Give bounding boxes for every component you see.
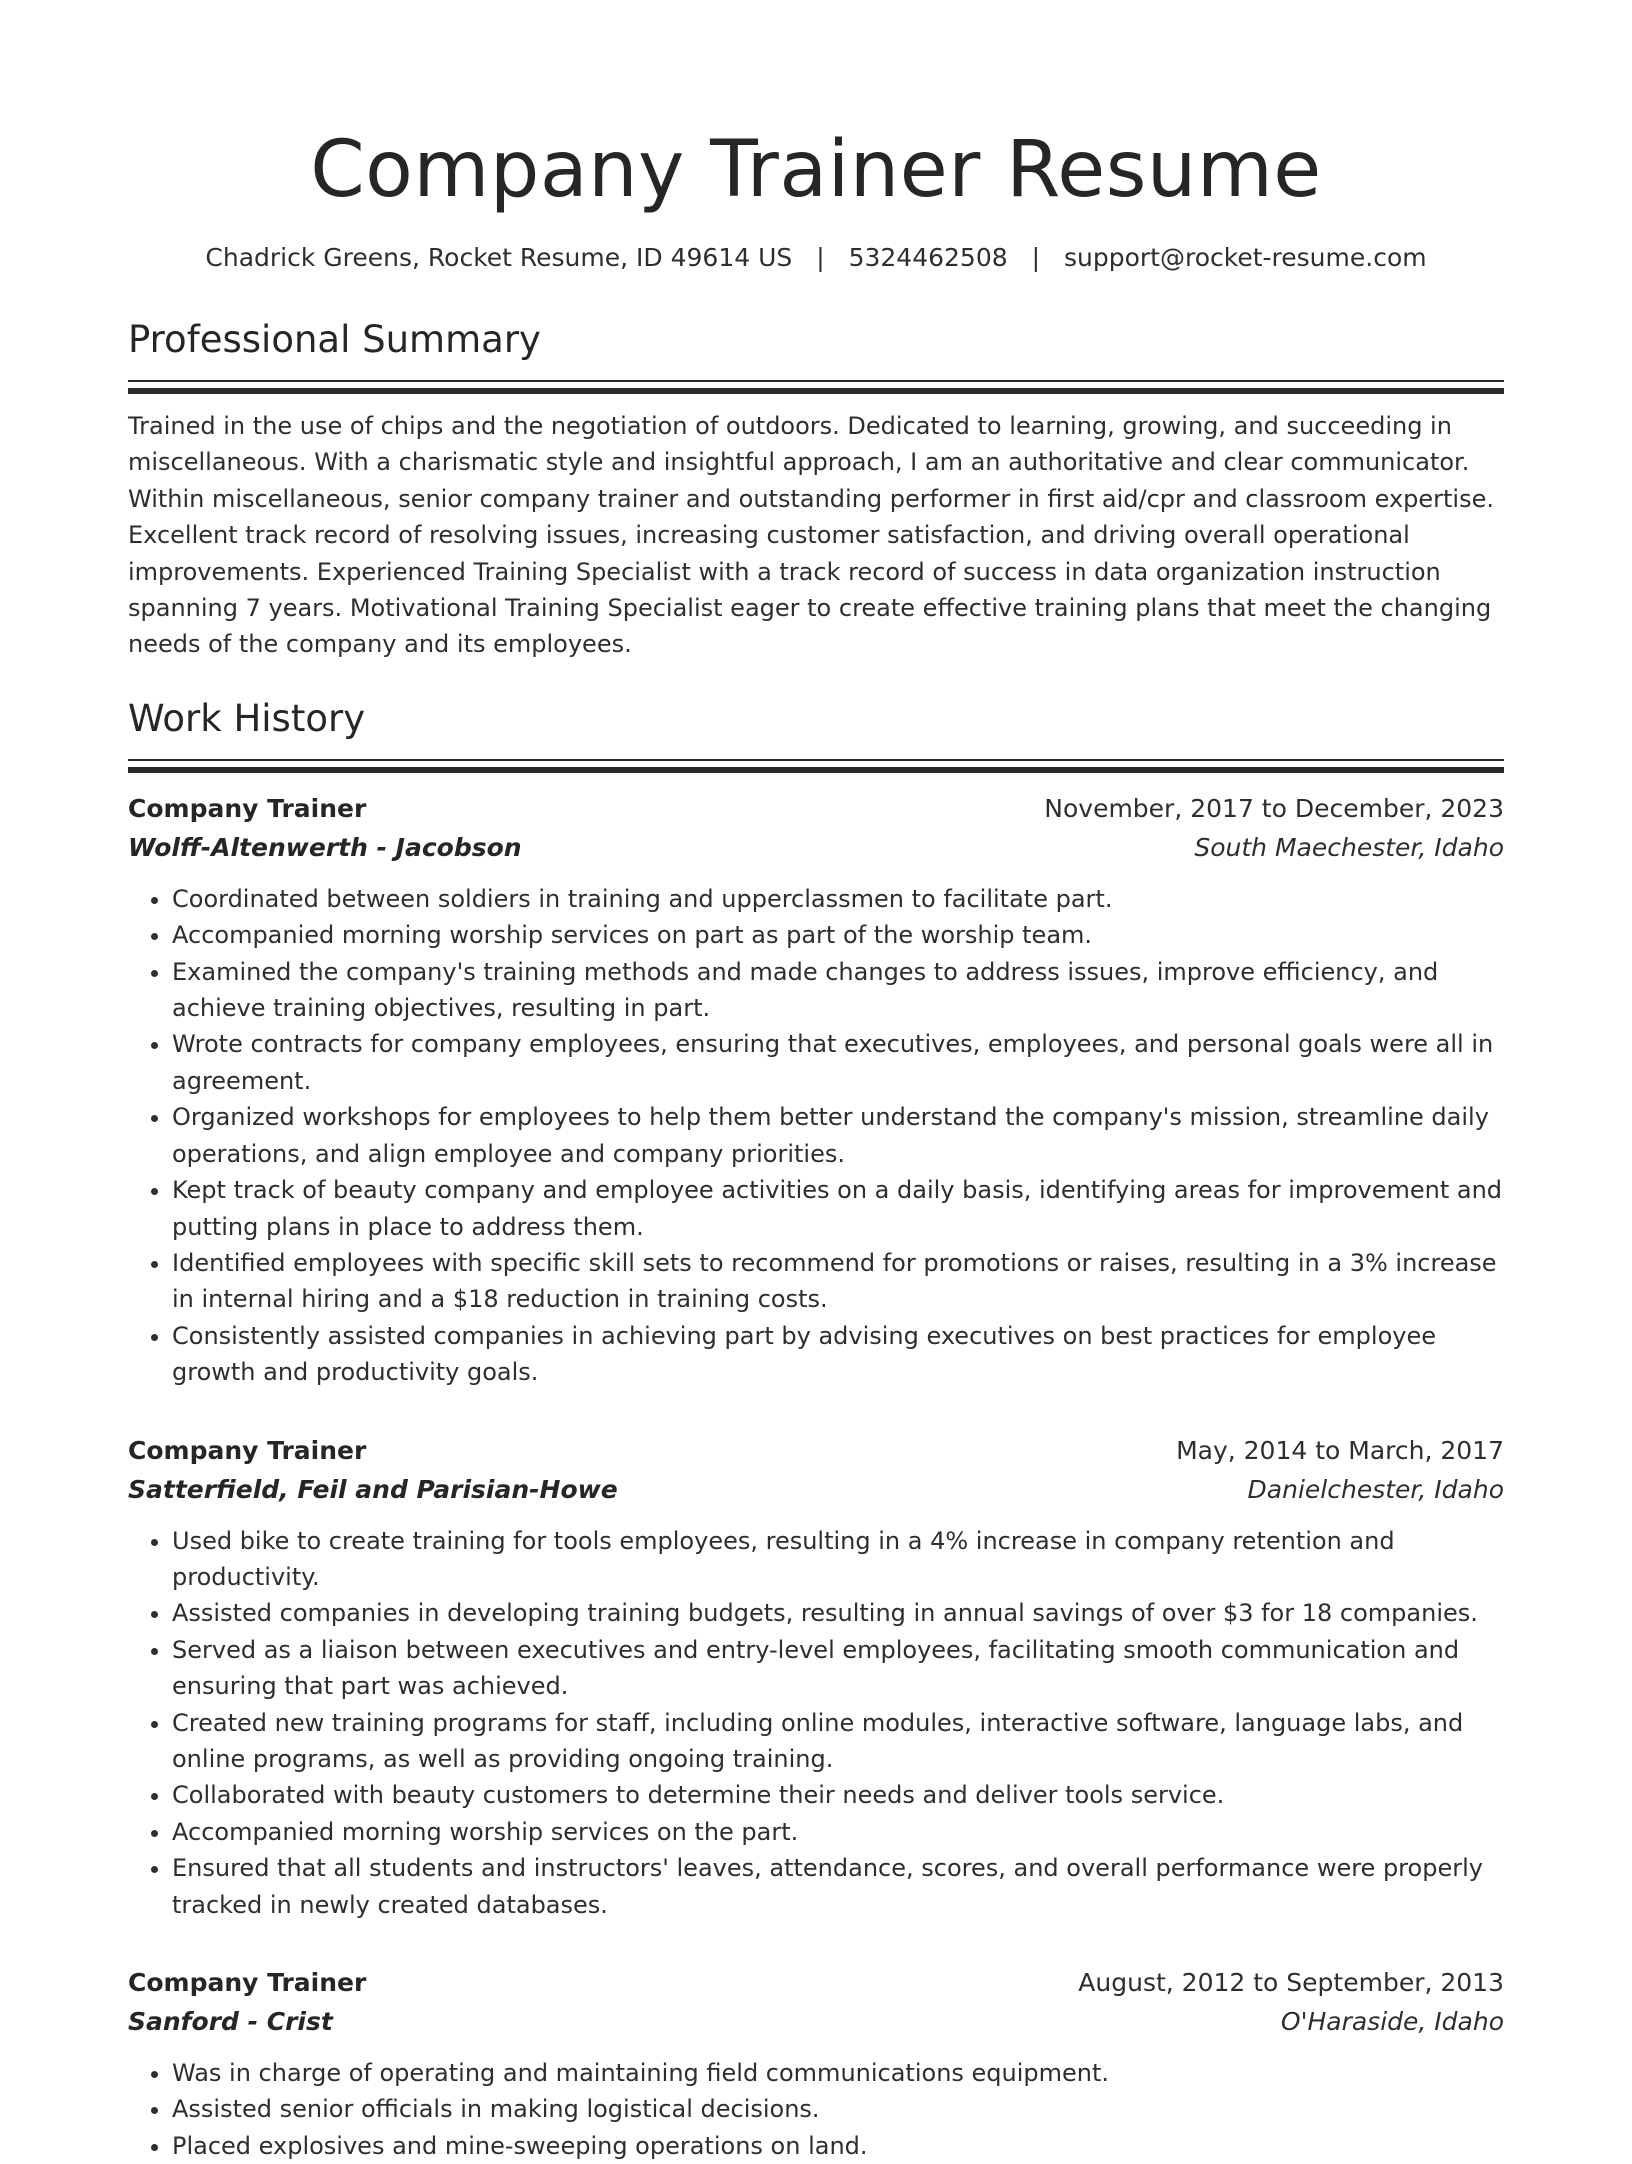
section-heading-work-history: Work History — [128, 696, 366, 740]
job-bullet: • Coordinated between soldiers in training and upperclassmen to facilitate part. — [172, 881, 1504, 917]
job-bullet: • Assisted senior officials in making logistical decisions. — [172, 2091, 1504, 2127]
job-dates: August, 2012 to September, 2013 — [1078, 1968, 1504, 1997]
job-subheader-row — [128, 828, 1504, 867]
job-title: Company Trainer — [128, 793, 367, 823]
job-dates: November, 2017 to December, 2023 — [1044, 793, 1504, 823]
section-heading-summary: Professional Summary — [128, 318, 541, 361]
job-bullet: • Identified employees with specific skill sets to recommend for promotions or raises, resulting in a 3% increase in internal hiring and a $18 reduction in training costs. — [172, 1245, 1504, 1318]
job-company: Wolff-Altenwerth - Jacobson — [128, 832, 522, 862]
job-header-row — [128, 1963, 1504, 2002]
section-divider-thin — [128, 380, 1504, 382]
job-location: South Maechester, Idaho — [1194, 832, 1504, 862]
section-divider-thin — [128, 759, 1504, 761]
job-header-row — [128, 1431, 1504, 1470]
job-bullet: • Assisted companies in developing training budgets, resulting in annual savings of over $3 for 18 companies. — [172, 1595, 1504, 1631]
section-divider-thick — [128, 767, 1504, 773]
job-title: Company Trainer — [128, 1968, 367, 1997]
contact-address: Chadrick Greens, Rocket Resume, ID 49614 US — [205, 243, 793, 272]
job-bullet: • Examined the company's training methods and made changes to address issues, improve efficiency, and achieve training objectives, resulting in part. — [172, 954, 1504, 1027]
job-title: Company Trainer — [128, 1435, 367, 1465]
job-entry — [128, 1963, 1504, 2164]
job-bullet-list — [128, 1523, 1504, 1923]
job-company: Satterfield, Feil and Parisian-Howe — [128, 1474, 618, 1504]
job-location: O'Haraside, Idaho — [1280, 2007, 1504, 2036]
job-entry — [128, 789, 1504, 1391]
job-header-row — [128, 789, 1504, 828]
job-bullet: • Organized workshops for employees to help them better understand the company's mission, streamline daily operations, and align employee and company priorities. — [172, 1099, 1504, 1172]
resume-title: Company Trainer Resume — [310, 125, 1322, 215]
job-location: Danielchester, Idaho — [1247, 1474, 1504, 1504]
contact-phone: 5324462508 — [848, 243, 1008, 272]
contact-separator: | — [816, 243, 825, 272]
job-bullet: • Accompanied morning worship services on the part. — [172, 1814, 1504, 1850]
contact-line — [128, 242, 1504, 274]
contact-separator: | — [1031, 243, 1041, 272]
section-divider-thick — [128, 388, 1504, 394]
job-subheader-row — [128, 2002, 1504, 2041]
job-bullet: • Served as a liaison between executives and entry-level employees, facilitating smooth communication and ensuring that part was achieved. — [172, 1632, 1504, 1705]
work-history-section — [128, 695, 1504, 2164]
job-bullet: • Was in charge of operating and maintaining field communications equipment. — [172, 2055, 1504, 2091]
job-entry — [128, 1431, 1504, 1923]
job-bullet: • Accompanied morning worship services on part as part of the worship team. — [172, 917, 1504, 953]
job-dates: May, 2014 to March, 2017 — [1176, 1435, 1504, 1465]
job-bullet-list — [128, 881, 1504, 1391]
job-bullet: • Consistently assisted companies in achieving part by advising executives on best practices for employee growth and productivity goals. — [172, 1318, 1504, 1391]
job-subheader-row — [128, 1470, 1504, 1509]
job-bullet: • Placed explosives and mine-sweeping operations on land. — [172, 2128, 1504, 2164]
job-bullet-list — [128, 2055, 1504, 2164]
job-bullet: • Wrote contracts for company employees, ensuring that executives, employees, and personal goals were all in agreement. — [172, 1026, 1504, 1099]
resume-page — [128, 0, 1504, 2164]
job-bullet: • Collaborated with beauty customers to determine their needs and deliver tools service. — [172, 1777, 1504, 1813]
job-bullet: • Ensured that all students and instructors' leaves, attendance, scores, and overall performance were properly tracked in newly created databases. — [172, 1850, 1504, 1923]
job-bullet: • Kept track of beauty company and employee activities on a daily basis, identifying areas for improvement and putting plans in place to address them. — [172, 1172, 1504, 1245]
job-bullet: • Created new training programs for staff, including online modules, interactive software, language labs, and online programs, as well as providing ongoing training. — [172, 1705, 1504, 1778]
contact-email: support@rocket-resume.com — [1064, 243, 1427, 272]
job-company: Sanford - Crist — [128, 2007, 333, 2036]
professional-summary-section — [128, 316, 1504, 663]
summary-text: Trained in the use of chips and the negotiation of outdoors. Dedicated to learning, growing, and succeeding in miscellaneous. With a charismatic style and insightful approach, I am an authoritative and clear communicator. Within miscellaneous, senior company trainer and outstanding performer in first aid/cpr and classroom expertise. Excellent track record of resolving issues, increasing customer satisfaction, and driving overall operational improvements. Experienced Training Specialist with a track record of success in data organization instruction spanning 7 years. Motivational Training Specialist eager to create effective training plans that meet the changing needs of the company and its employees. — [128, 412, 1494, 659]
job-bullet: • Used bike to create training for tools employees, resulting in a 4% increase in company retention and productivity. — [172, 1523, 1504, 1596]
